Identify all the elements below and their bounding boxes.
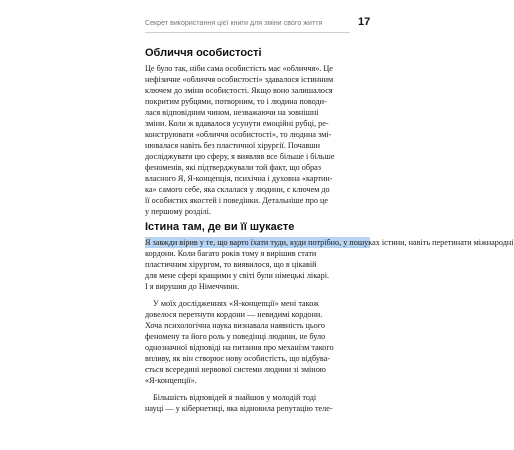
paragraph-line: однозначної відповіді на питання про механізм такого <box>145 343 334 352</box>
paragraph-line: пластичним хірургом, то виявилося, що в цікавій <box>145 260 317 269</box>
page-number: 17 <box>358 16 371 28</box>
paragraph-line: довелося перетнути кордони — невидимі кордони. <box>145 310 323 319</box>
paragraph-line: ється всередині нервової системи людини зі зміною <box>145 365 326 374</box>
paragraph-line: лася відповідним чином, незважаючи на зовнішні <box>145 108 319 117</box>
paragraph-line: Більшість відповідей я знайшов у молодій тоді <box>153 393 317 402</box>
section-heading-personality-face: Обличчя особистості <box>145 47 262 59</box>
paragraph-line: досліджувати цю сферу, я виявляв все більше і більше <box>145 152 335 161</box>
paragraph-line: кордони. Коли багато років тому я вирішив стати <box>145 249 317 258</box>
paragraph-line: у першому розділі. <box>145 207 211 216</box>
paragraph-line: феномену та його роль у поведінці людини, не було <box>145 332 326 341</box>
paragraph-line: Хоча психологічна наука визнавала наявність цього <box>145 321 325 330</box>
running-header: Секрет використання цієї книги для зміни свого життя <box>145 18 350 33</box>
paragraph-line: впливу, як він створює нову особистість, що відбува- <box>145 354 331 363</box>
paragraph-line: феноменів, які підтверджували той факт, що образ <box>145 163 322 172</box>
paragraph-line: нювалася навіть без пластичної хірургії. Почавши <box>145 141 320 150</box>
paragraph-line: її особистих якостей і поведінки. Детальніше про це <box>145 196 329 205</box>
paragraph-line: науці — у кібернетиці, яка відновила репутацію теле- <box>145 404 333 413</box>
paragraph-line: для мене сфері кращими у світі були німецькі лікарі. <box>145 271 330 280</box>
paragraph-line: Я завжди вірив у те, що варто їхати туди, куди потрібно, у пошуках істини, навіть перетинати міжнародні <box>145 238 514 247</box>
paragraph-line: ка» самого себе, яка склалася у людини, є ключем до <box>145 185 330 194</box>
paragraph-line: Це було так, ніби сама особистість має «обличчя». Це <box>145 64 333 73</box>
paragraph-line: «Я-концепції». <box>145 376 197 385</box>
paragraph-line: ключем до зміни особистості. Якщо воно залишалося <box>145 86 333 95</box>
section-heading-truth: Істина там, де ви її шукаєте <box>145 221 295 233</box>
paragraph-line: зміни. Коли ж вдавалося усунути емоційні рубці, ре- <box>145 119 329 128</box>
paragraph-line: власного Я, Я-концепція, психічна і духовна «картин- <box>145 174 333 183</box>
paragraph-line: покритим рубцями, потворним, то і людина поводи- <box>145 97 327 106</box>
paragraph-line: нефізичне «обличчя особистості» здавалося істинним <box>145 75 334 84</box>
paragraph-line: І я вирушив до Німеччини. <box>145 282 240 291</box>
paragraph-line: конструювати «обличчя особистості», то людина змі- <box>145 130 332 139</box>
paragraph-line: У моїх дослідженнях «Я-концепції» мені також <box>153 299 319 308</box>
